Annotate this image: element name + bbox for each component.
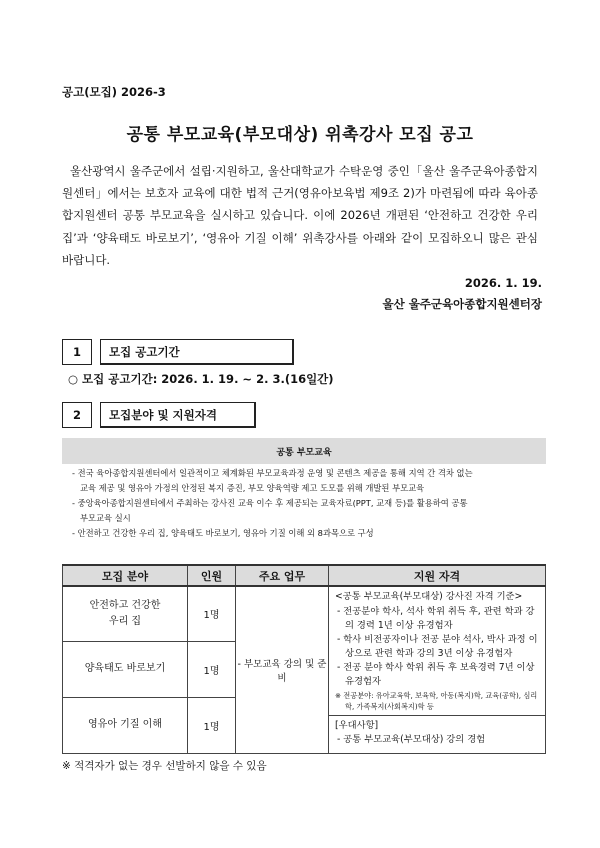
qualification-item: - 학사 비전공자이나 전공 분야 석사, 박사 과정 이상으로 관련 학과 강의 3년 이상 유경험자 bbox=[337, 634, 538, 659]
field-cell: 영유아 기질 이해 bbox=[63, 697, 188, 753]
bullet-line: 부모교육 실시 bbox=[80, 513, 131, 523]
period-text: 모집 공고기간: 2026. 1. 19. ~ 2. 3.(16일간) bbox=[82, 372, 334, 386]
program-bullet bbox=[62, 496, 546, 526]
qualification-cell bbox=[329, 586, 546, 753]
section-1-title: 모집 공고기간 bbox=[100, 339, 294, 365]
circle-bullet: ○ bbox=[68, 372, 79, 386]
program-bullet bbox=[62, 466, 546, 496]
field-cell bbox=[63, 586, 188, 641]
notice-date: 2026. 1. 19. bbox=[464, 276, 542, 290]
program-description bbox=[62, 466, 546, 541]
major-note: ※ 전공분야: 유아교육학, 보육학, 아동(복지)학, 교육(공학), 심리학, 가족복지(사회복지)학 등 bbox=[335, 691, 538, 711]
field-cell: 양육태도 바로보기 bbox=[63, 641, 188, 697]
issuer: 울산 울주군육아종합지원센터장 bbox=[382, 297, 542, 311]
preference-item: - 공통 부모교육(부모대상) 강의 경험 bbox=[337, 734, 486, 745]
duty-cell: - 부모교육 강의 및 준비 bbox=[236, 586, 329, 753]
notice-number: 공고(모집) 2026-3 bbox=[62, 85, 166, 99]
section-2-title: 모집분야 및 지원자격 bbox=[100, 402, 256, 428]
program-box-title: 공통 부모교육 bbox=[62, 438, 546, 464]
qualification-header: <공통 부모교육(부모대상) 강사진 자격 기준> bbox=[335, 591, 523, 602]
qualification-item: - 전공 분야 학사 학위 취득 후 보육경력 7년 이상 유경험자 bbox=[337, 662, 535, 687]
section-1-header bbox=[62, 339, 294, 365]
recruitment-period bbox=[68, 371, 334, 387]
intro-paragraph: 울산광역시 울주군에서 설립·지원하고, 울산대학교가 수탁운영 중인「울산 울주군육아종합지원센터」에서는 보호자 교육에 대한 법적 근거(영유아보육법 제9조 2)가 마련됨에 따라 육아종합지원센터 공통 부모교육을 실시하고 있습니다. 이에 2026년 개편된 ‘안전하고 건강한 우리 집’과 ‘양육태도 바로보기’, ‘영유아 기질 이해’ 위촉강사를 아래와 같이 모집하오니 많은 관심 바랍니다. bbox=[62, 164, 538, 267]
program-bullet bbox=[62, 526, 546, 541]
bullet-line: - 전국 육아종합지원센터에서 일관적이고 체계화된 부모교육과정 운영 및 콘텐츠 제공을 통해 지역 간 격차 없는 bbox=[72, 468, 473, 478]
preference-title: [우대사항] bbox=[335, 720, 379, 731]
section-2-number: 2 bbox=[62, 402, 92, 428]
count-cell: 1명 bbox=[188, 697, 236, 753]
table-row bbox=[63, 586, 546, 641]
table-header-row bbox=[63, 565, 546, 586]
count-cell: 1명 bbox=[188, 641, 236, 697]
section-1-number: 1 bbox=[62, 339, 92, 365]
section-2-header bbox=[62, 402, 256, 428]
recruitment-table bbox=[62, 564, 546, 754]
header-field: 모집 분야 bbox=[63, 565, 188, 586]
header-qualification: 지원 자격 bbox=[329, 565, 546, 586]
bullet-line: - 중앙육아종합지원센터에서 주최하는 강사진 교육 이수 후 제공되는 교육자료(PPT, 교재 등)를 활용하여 공통 bbox=[72, 498, 468, 508]
page-title: 공통 부모교육(부모대상) 위촉강사 모집 공고 bbox=[126, 125, 474, 145]
qualification-item: - 전공분야 학사, 석사 학위 취득 후, 관련 학과 강의 경력 1년 이상 유경험자 bbox=[337, 606, 535, 631]
header-duty: 주요 업무 bbox=[236, 565, 329, 586]
field-line: 우리 집 bbox=[108, 615, 142, 627]
footnote: ※ 적격자가 없는 경우 선발하지 않을 수 있음 bbox=[62, 760, 267, 772]
count-cell: 1명 bbox=[188, 586, 236, 641]
field-line: 안전하고 건강한 bbox=[89, 599, 161, 611]
bullet-line: - 안전하고 건강한 우리 집, 양육태도 바로보기, 영유아 기질 이해 외 8과목으로 구성 bbox=[72, 528, 374, 538]
bullet-line: 교육 제공 및 영유아 가정의 안정된 복지 증진, 부모 양육역량 제고 도모를 위해 개발된 부모교육 bbox=[80, 483, 425, 493]
preference-block bbox=[329, 715, 545, 749]
header-count: 인원 bbox=[188, 565, 236, 586]
